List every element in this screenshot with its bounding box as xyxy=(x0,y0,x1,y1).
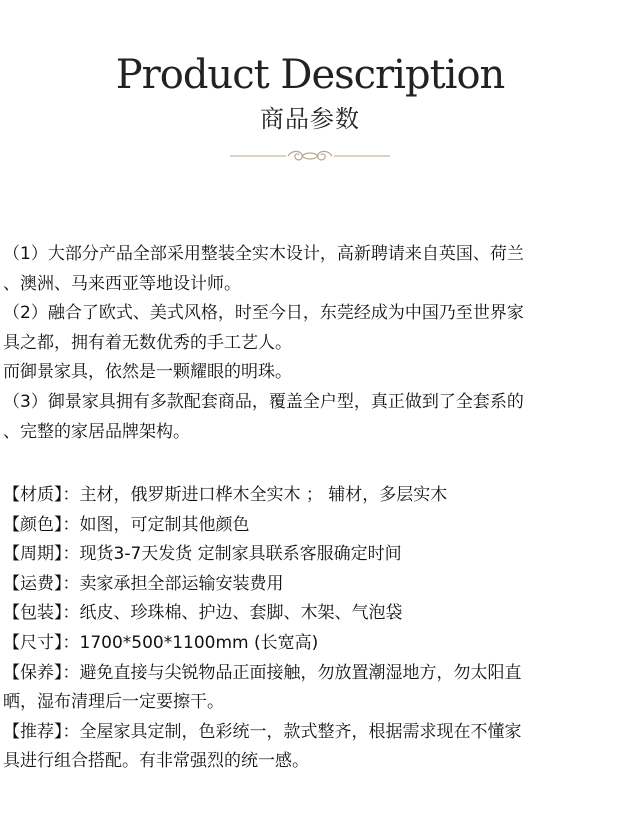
intro-line: 具之都，拥有着无数优秀的手工艺人。 xyxy=(3,332,292,353)
page-header xyxy=(0,50,620,136)
intro-line: 、澳洲、马来西亚等地设计师。 xyxy=(3,273,241,294)
spec-care: 【保养】：避免直接与尖锐物品正面接触，勿放置潮湿地方，勿太阳直 xyxy=(3,662,522,683)
title-english: Product Description xyxy=(115,52,505,98)
specs-section xyxy=(3,481,617,777)
divider-ornament-icon xyxy=(230,142,390,170)
intro-section xyxy=(3,240,617,447)
intro-line: （2）融合了欧式、美式风格，时至今日，东莞经成为中国乃至世界家 xyxy=(3,303,524,324)
spec-color: 【颜色】：如图，可定制其他颜色 xyxy=(3,514,250,535)
spec-size: 【尺寸】：1700*500*1100mm (长宽高) xyxy=(3,632,319,653)
title-chinese: 商品参数 xyxy=(260,105,360,133)
spec-recommend-cont: 具进行组合搭配。有非常强烈的统一感。 xyxy=(3,751,309,772)
intro-line: 而御景家具，依然是一颗耀眼的明珠。 xyxy=(3,362,292,383)
spec-recommend: 【推荐】：全屋家具定制，色彩统一，款式整齐，根据需求现在不懂家 xyxy=(3,721,522,742)
intro-line: （3）御景家具拥有多款配套商品，覆盖全户型，真正做到了全套系的 xyxy=(3,391,524,412)
spec-period: 【周期】：现货3-7天发货 定制家具联系客服确定时间 xyxy=(3,544,402,565)
spec-care-cont: 晒，湿布清理后一定要擦干。 xyxy=(3,692,224,713)
spec-packaging: 【包装】：纸皮、珍珠棉、护边、套脚、木架、气泡袋 xyxy=(3,603,403,624)
intro-line: 、完整的家居品牌架构。 xyxy=(3,421,190,442)
spec-material: 【材质】：主材，俄罗斯进口桦木全实木 ； 辅材，多层实木 xyxy=(3,485,448,505)
spec-shipping: 【运费】：卖家承担全部运输安装费用 xyxy=(3,573,284,594)
intro-line: （1）大部分产品全部采用整装全实木设计，高新聘请来自英国、荷兰 xyxy=(3,244,524,264)
